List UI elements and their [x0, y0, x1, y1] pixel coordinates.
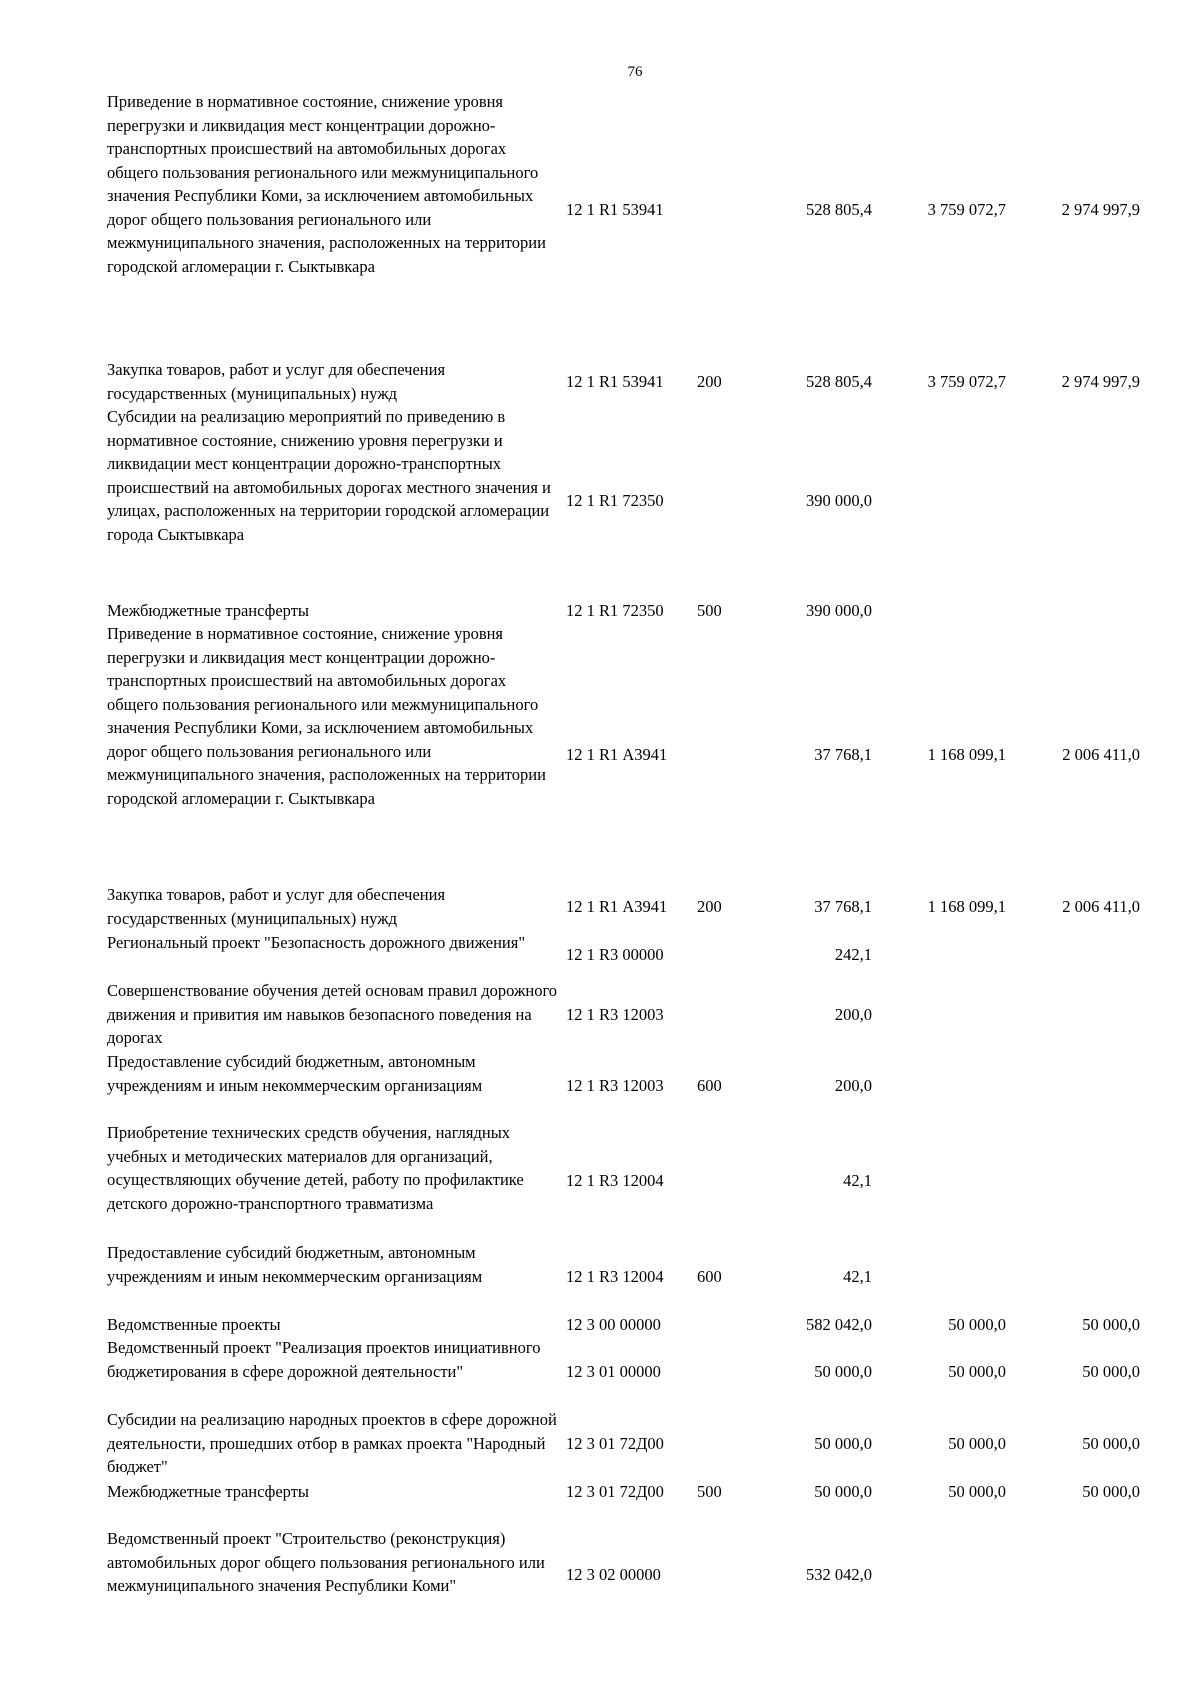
row-value-2: 1 168 099,1	[927, 897, 1006, 916]
row-value-3: 50 000,0	[1082, 1315, 1140, 1334]
row-code: 12 1 R1 А3941	[566, 897, 668, 916]
row-value-2: 50 000,0	[948, 1315, 1006, 1334]
row-value-1: 42,1	[843, 1267, 872, 1286]
row-name: Ведомственный проект "Строительство (реконструкция) автомобильных дорог общего пользования регионального или межмуниципального значения Республики Коми"	[107, 1529, 545, 1595]
row-name: Ведомственные проекты	[107, 1315, 281, 1334]
row-value-3: 2 974 997,9	[1061, 372, 1140, 391]
row-code: 12 3 01 00000	[566, 1362, 661, 1381]
row-value-1: 532 042,0	[806, 1565, 872, 1584]
row-name: Субсидии на реализацию мероприятий по приведению в нормативное состояние, снижению уровня перегрузки и ликвидации мест концентрации дорожно-транспортных происшествий на автомобильных дорогах местного значения и улицах, расположенных на территории городской агломерации города Сыктывкара	[107, 407, 551, 544]
row-code: 12 1 R3 12003	[566, 1076, 664, 1095]
row-code: 12 3 01 72Д00	[566, 1434, 664, 1453]
row-value-1: 390 000,0	[806, 491, 872, 510]
row-code: 12 1 R1 53941	[566, 372, 664, 391]
row-code: 12 1 R3 12003	[566, 1005, 664, 1024]
row-expense-type: 500	[697, 1482, 722, 1501]
row-expense-type: 600	[697, 1267, 722, 1286]
row-value-1: 528 805,4	[806, 372, 872, 391]
page-number: 76	[627, 64, 643, 80]
row-name: Совершенствование обучения детей основам правил дорожного движения и привития им навыков безопасного поведения на дорогах	[107, 981, 558, 1047]
row-code: 12 3 02 00000	[566, 1565, 661, 1584]
row-code: 12 3 01 72Д00	[566, 1482, 664, 1501]
row-value-2: 3 759 072,7	[927, 200, 1006, 219]
row-name: Предоставление субсидий бюджетным, автономным учреждениям и иным некоммерческим организациям	[107, 1243, 483, 1286]
row-value-3: 2 006 411,0	[1062, 897, 1140, 916]
row-value-1: 582 042,0	[806, 1315, 872, 1334]
row-name: Приобретение технических средств обучения, наглядных учебных и методических материалов для организаций, осуществляющих обучение детей, работу по профилактике детского дорожно-транспортного травматизма	[107, 1123, 524, 1213]
row-value-1: 528 805,4	[806, 200, 872, 219]
row-value-3: 50 000,0	[1082, 1362, 1140, 1381]
row-value-1: 200,0	[834, 1076, 872, 1095]
row-code: 12 1 R1 53941	[566, 200, 664, 219]
row-name: Межбюджетные трансферты	[107, 1482, 310, 1501]
row-name: Закупка товаров, работ и услуг для обеспечения государственных (муниципальных) нужд	[107, 360, 446, 403]
row-value-2: 50 000,0	[948, 1362, 1006, 1381]
row-code: 12 1 R3 12004	[566, 1267, 664, 1286]
row-value-3: 50 000,0	[1082, 1482, 1140, 1501]
row-value-3: 2 974 997,9	[1061, 200, 1140, 219]
row-value-1: 242,1	[834, 945, 872, 964]
row-code: 12 3 00 00000	[566, 1315, 661, 1334]
row-name: Приведение в нормативное состояние, снижение уровня перегрузки и ликвидация мест концентрации дорожно-транспортных происшествий на автомобильных дорогах общего пользования регионального или межмуниципального значения Республики Коми, за исключением автомобильных дорог общего пользования регионального или межмуниципального значения, расположенных на территории городской агломерации г. Сыктывкара	[107, 92, 546, 276]
row-code: 12 1 R1 72350	[566, 601, 664, 620]
row-expense-type: 600	[697, 1076, 722, 1095]
row-name: Закупка товаров, работ и услуг для обеспечения государственных (муниципальных) нужд	[107, 885, 446, 928]
row-value-1: 200,0	[834, 1005, 872, 1024]
row-value-1: 37 768,1	[814, 745, 872, 764]
row-value-2: 1 168 099,1	[927, 745, 1006, 764]
row-code: 12 1 R3 00000	[566, 945, 664, 964]
row-expense-type: 500	[697, 601, 722, 620]
row-value-2: 3 759 072,7	[927, 372, 1006, 391]
row-expense-type: 200	[697, 372, 722, 391]
row-value-1: 50 000,0	[814, 1482, 872, 1501]
row-value-3: 2 006 411,0	[1062, 745, 1140, 764]
row-value-1: 42,1	[843, 1171, 872, 1190]
row-name: Региональный проект "Безопасность дорожного движения"	[107, 933, 526, 952]
row-name: Приведение в нормативное состояние, снижение уровня перегрузки и ликвидация мест концентрации дорожно-транспортных происшествий на автомобильных дорогах общего пользования регионального или межмуниципального значения Республики Коми, за исключением автомобильных дорог общего пользования регионального или межмуниципального значения, расположенных на территории городской агломерации г. Сыктывкара	[107, 624, 546, 808]
row-name: Межбюджетные трансферты	[107, 601, 310, 620]
row-code: 12 1 R3 12004	[566, 1171, 664, 1190]
row-value-2: 50 000,0	[948, 1482, 1006, 1501]
row-expense-type: 200	[697, 897, 722, 916]
row-value-1: 50 000,0	[814, 1434, 872, 1453]
row-value-1: 50 000,0	[814, 1362, 872, 1381]
row-value-3: 50 000,0	[1082, 1434, 1140, 1453]
row-value-1: 37 768,1	[814, 897, 872, 916]
row-code: 12 1 R1 72350	[566, 491, 664, 510]
row-code: 12 1 R1 А3941	[566, 745, 668, 764]
row-value-2: 50 000,0	[948, 1434, 1006, 1453]
row-value-1: 390 000,0	[806, 601, 872, 620]
row-name: Субсидии на реализацию народных проектов в сфере дорожной деятельности, прошедших отбор в рамках проекта "Народный бюджет"	[107, 1410, 557, 1476]
row-name: Предоставление субсидий бюджетным, автономным учреждениям и иным некоммерческим организациям	[107, 1052, 483, 1095]
row-name: Ведомственный проект "Реализация проектов инициативного бюджетирования в сфере дорожной деятельности"	[107, 1338, 541, 1381]
